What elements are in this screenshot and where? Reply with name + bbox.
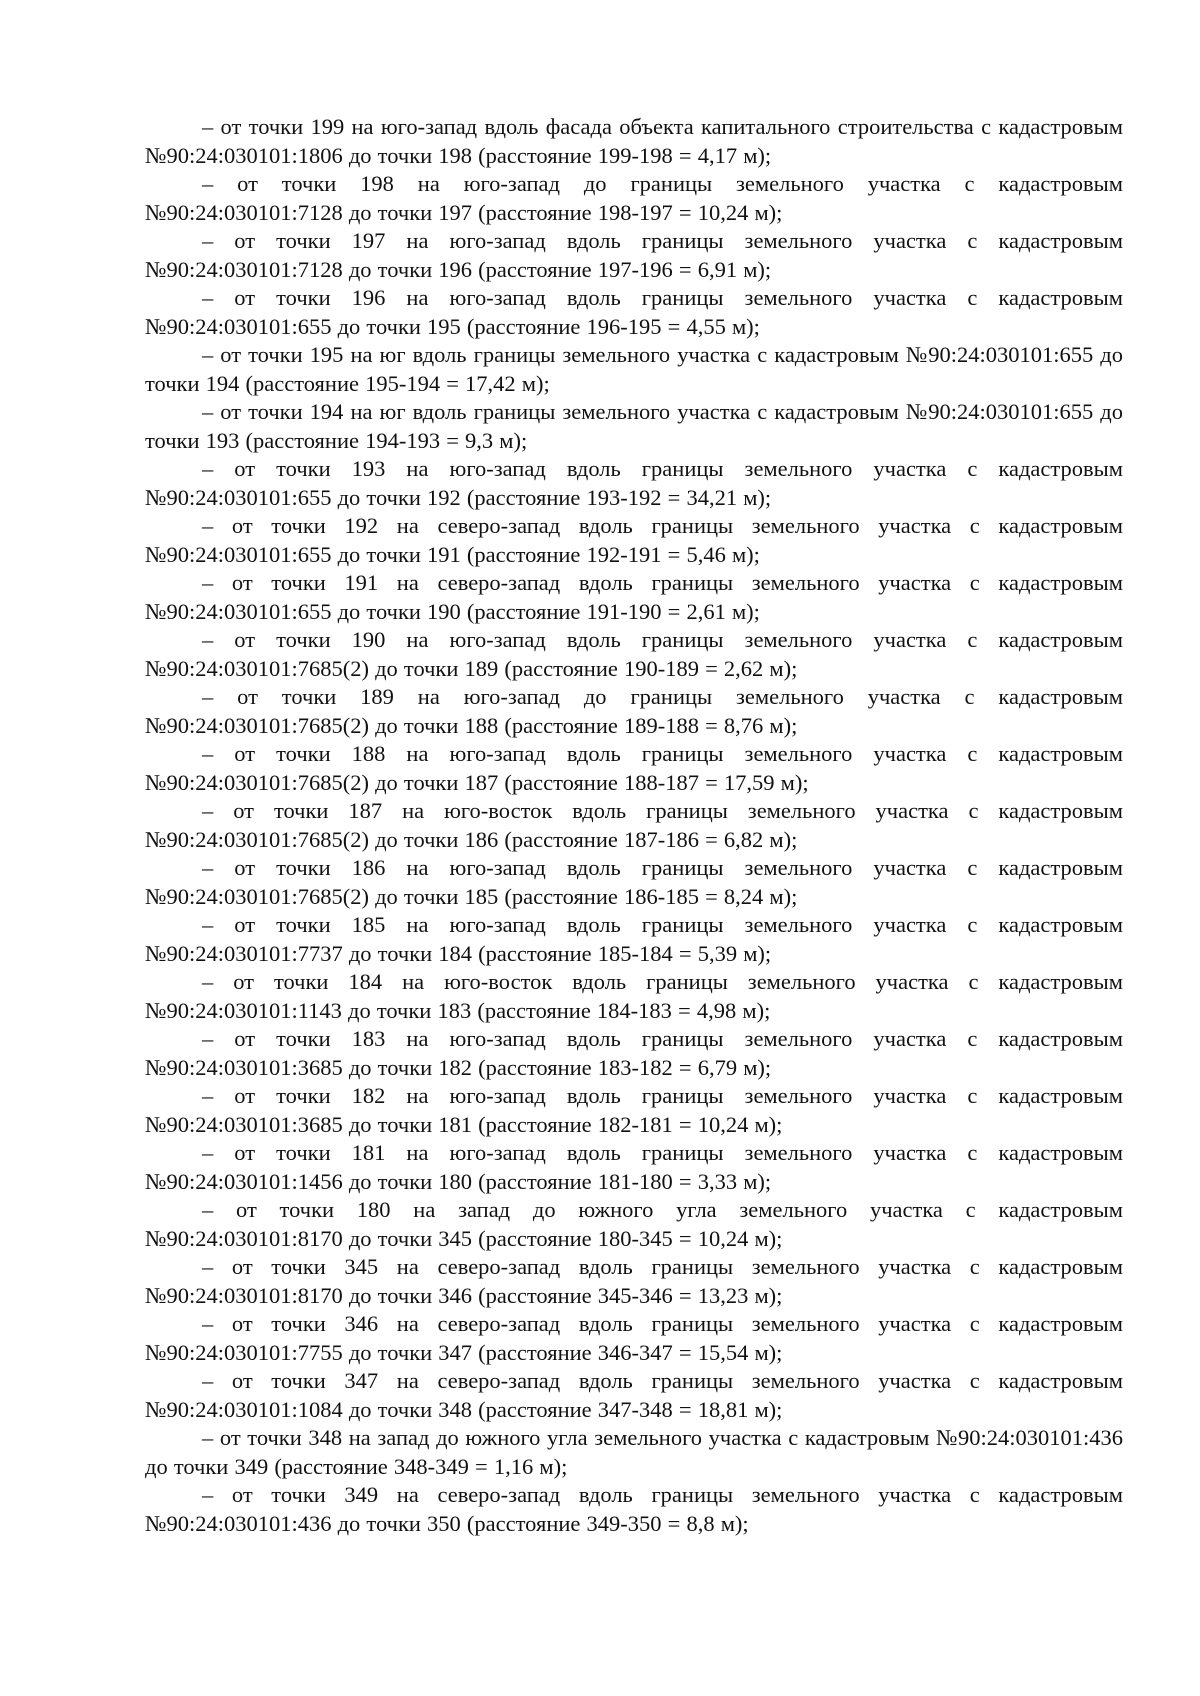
boundary-paragraph-1: – от точки 199 на юго-запад вдоль фасада объекта капитального строительства с кадастровым №90:24:030101:1806 до точки 198 (расстояние 199-198 = 4,17 м);	[145, 114, 1123, 168]
boundary-paragraph-7: – от точки 193 на юго-запад вдоль границы земельного участка с кадастровым №90:24:030101:655 до точки 192 (расстояние 193-192 = 34,21 м);	[145, 456, 1123, 510]
boundary-paragraph-10: – от точки 190 на юго-запад вдоль границы земельного участка с кадастровым №90:24:030101:7685(2) до точки 189 (расстояние 190-189 = 2,62 м);	[145, 627, 1123, 681]
boundary-paragraph-15: – от точки 185 на юго-запад вдоль границы земельного участка с кадастровым №90:24:030101:7737 до точки 184 (расстояние 185-184 = 5,39 м);	[145, 912, 1123, 966]
boundary-paragraph-23: – от точки 347 на северо-запад вдоль границы земельного участка с кадастровым №90:24:030101:1084 до точки 348 (расстояние 347-348 = 18,81 м);	[145, 1368, 1123, 1422]
boundary-paragraph-20: – от точки 180 на запад до южного угла земельного участка с кадастровым №90:24:030101:8170 до точки 345 (расстояние 180-345 = 10,24 м);	[145, 1197, 1123, 1251]
boundary-paragraph-8: – от точки 192 на северо-запад вдоль границы земельного участка с кадастровым №90:24:030101:655 до точки 191 (расстояние 192-191 = 5,46 м);	[145, 513, 1123, 567]
boundary-paragraph-4: – от точки 196 на юго-запад вдоль границы земельного участка с кадастровым №90:24:030101:655 до точки 195 (расстояние 196-195 = 4,55 м);	[145, 285, 1123, 339]
boundary-paragraph-13: – от точки 187 на юго-восток вдоль границы земельного участка с кадастровым №90:24:030101:7685(2) до точки 186 (расстояние 187-186 = 6,82 м);	[145, 798, 1123, 852]
boundary-paragraph-22: – от точки 346 на северо-запад вдоль границы земельного участка с кадастровым №90:24:030101:7755 до точки 347 (расстояние 346-347 = 15,54 м);	[145, 1311, 1123, 1365]
boundary-paragraph-11: – от точки 189 на юго-запад до границы земельного участка с кадастровым №90:24:030101:7685(2) до точки 188 (расстояние 189-188 = 8,76 м);	[145, 684, 1123, 738]
boundary-paragraph-9: – от точки 191 на северо-запад вдоль границы земельного участка с кадастровым №90:24:030101:655 до точки 190 (расстояние 191-190 = 2,61 м);	[145, 570, 1123, 624]
boundary-paragraph-17: – от точки 183 на юго-запад вдоль границы земельного участка с кадастровым №90:24:030101:3685 до точки 182 (расстояние 183-182 = 6,79 м);	[145, 1026, 1123, 1080]
boundary-paragraph-19: – от точки 181 на юго-запад вдоль границы земельного участка с кадастровым №90:24:030101:1456 до точки 180 (расстояние 181-180 = 3,33 м);	[145, 1140, 1123, 1194]
boundary-paragraph-14: – от точки 186 на юго-запад вдоль границы земельного участка с кадастровым №90:24:030101:7685(2) до точки 185 (расстояние 186-185 = 8,24 м);	[145, 855, 1123, 909]
boundary-paragraph-25: – от точки 349 на северо-запад вдоль границы земельного участка с кадастровым №90:24:030101:436 до точки 350 (расстояние 349-350 = 8,8 м);	[145, 1482, 1123, 1536]
boundary-paragraph-12: – от точки 188 на юго-запад вдоль границы земельного участка с кадастровым №90:24:030101:7685(2) до точки 187 (расстояние 188-187 = 17,59 м);	[145, 741, 1123, 795]
boundary-paragraph-21: – от точки 345 на северо-запад вдоль границы земельного участка с кадастровым №90:24:030101:8170 до точки 346 (расстояние 345-346 = 13,23 м);	[145, 1254, 1123, 1308]
boundary-paragraph-18: – от точки 182 на юго-запад вдоль границы земельного участка с кадастровым №90:24:030101:3685 до точки 181 (расстояние 182-181 = 10,24 м);	[145, 1083, 1123, 1137]
boundary-paragraph-3: – от точки 197 на юго-запад вдоль границы земельного участка с кадастровым №90:24:030101:7128 до точки 196 (расстояние 197-196 = 6,91 м);	[145, 228, 1123, 282]
boundary-paragraph-16: – от точки 184 на юго-восток вдоль границы земельного участка с кадастровым №90:24:030101:1143 до точки 183 (расстояние 184-183 = 4,98 м);	[145, 969, 1123, 1023]
boundary-paragraph-24: – от точки 348 на запад до южного угла земельного участка с кадастровым №90:24:030101:436 до точки 349 (расстояние 348-349 = 1,16 м);	[145, 1425, 1123, 1479]
boundary-paragraph-2: – от точки 198 на юго-запад до границы земельного участка с кадастровым №90:24:030101:7128 до точки 197 (расстояние 198-197 = 10,24 м);	[145, 171, 1123, 225]
document-page	[145, 113, 1123, 1538]
boundary-paragraph-5: – от точки 195 на юг вдоль границы земельного участка с кадастровым №90:24:030101:655 до точки 194 (расстояние 195-194 = 17,42 м);	[145, 342, 1123, 396]
boundary-paragraph-6: – от точки 194 на юг вдоль границы земельного участка с кадастровым №90:24:030101:655 до точки 193 (расстояние 194-193 = 9,3 м);	[145, 399, 1123, 453]
